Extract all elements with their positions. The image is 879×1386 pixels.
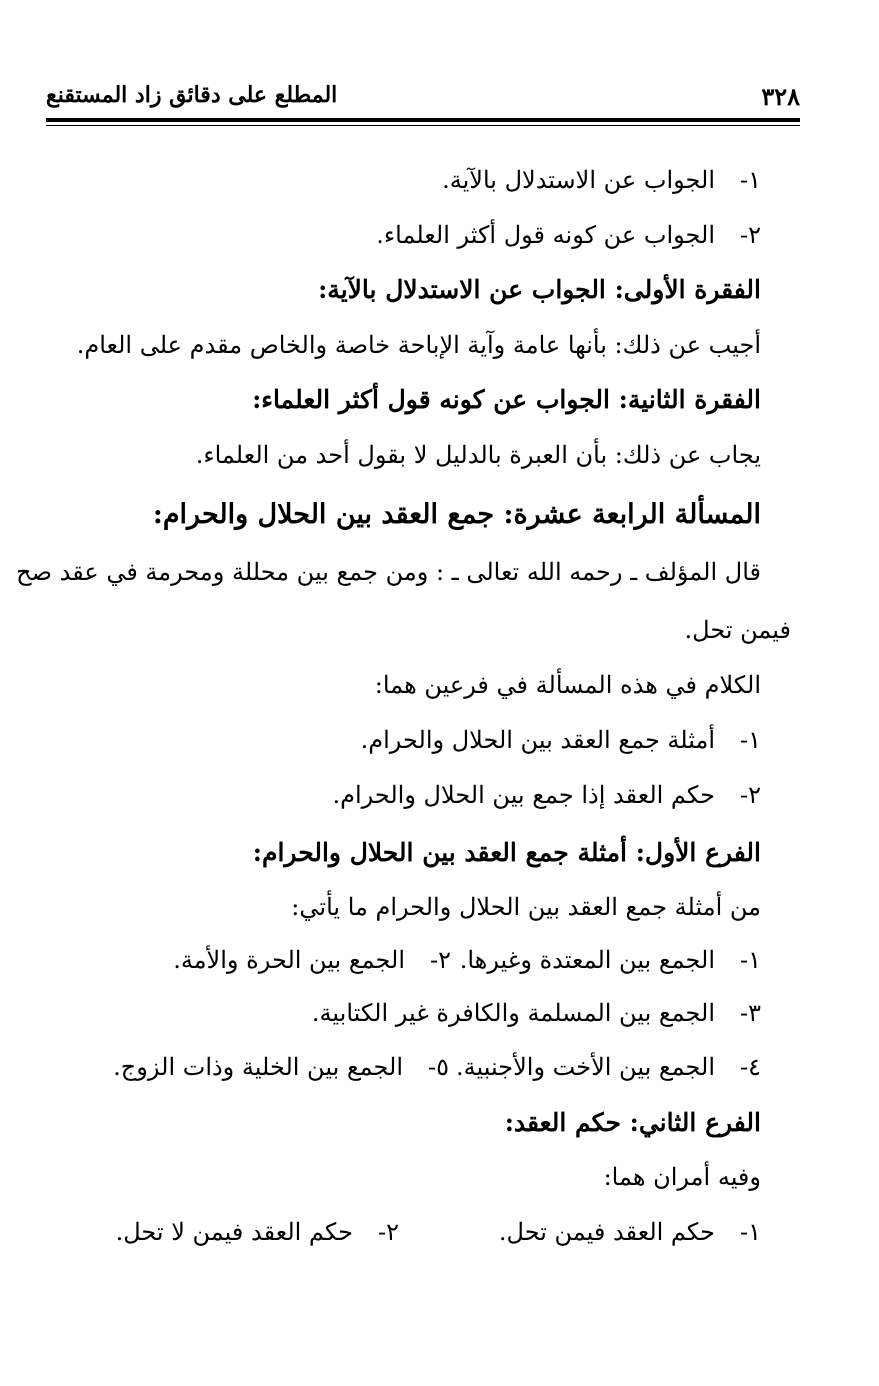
list-number: ١-: [740, 726, 761, 754]
header-rule-thin: [46, 125, 800, 126]
list-item: [312, 998, 761, 1028]
list-item: [173, 945, 451, 975]
section-heading: الفقرة الأولى: الجواب عن الاستدلال بالآية:: [318, 275, 761, 304]
paragraph-continuation: فيمن تحل.: [684, 616, 791, 644]
list-text: الجواب عن الاستدلال بالآية.: [442, 166, 715, 194]
paragraph: وفيه أمران هما:: [603, 1163, 761, 1191]
list-text: الجمع بين الأخت والأجنبية.: [456, 1053, 715, 1081]
list-number: ٤-: [740, 1053, 761, 1081]
section-heading: الفقرة الثانية: الجواب عن كونه قول أكثر العلماء:: [252, 385, 761, 414]
list-number: ١-: [740, 946, 761, 974]
list-item: [460, 945, 761, 975]
list-item: [116, 1217, 399, 1247]
issue-heading: المسألة الرابعة عشرة: جمع العقد بين الحلال والحرام:: [152, 499, 761, 530]
list-text: الجمع بين الحرة والأمة.: [173, 946, 405, 974]
list-item: [499, 1217, 761, 1247]
list-text: أمثلة جمع العقد بين الحلال والحرام.: [360, 726, 715, 754]
list-number: ١-: [740, 166, 761, 194]
list-number: ٢-: [740, 781, 761, 809]
page-number: ٣٢٨: [761, 82, 800, 111]
list-number: ١-: [740, 1218, 761, 1246]
list-text: الجمع بين المعتدة وغيرها.: [459, 946, 715, 974]
branch-heading: الفرع الأول: أمثلة جمع العقد بين الحلال والحرام:: [252, 838, 761, 867]
paragraph: أجيب عن ذلك: بأنها عامة وآية الإباحة خاصة والخاص مقدم على العام.: [76, 331, 761, 359]
paragraph: الكلام في هذه المسألة في فرعين هما:: [374, 671, 761, 699]
list-text: الجمع بين المسلمة والكافرة غير الكتابية.: [311, 999, 715, 1027]
running-header: [46, 82, 800, 116]
list-text: حكم العقد فيمن لا تحل.: [115, 1218, 353, 1246]
list-item: [442, 165, 761, 195]
list-item: [113, 1052, 449, 1082]
list-number: ٣-: [740, 999, 761, 1027]
list-text: الجواب عن كونه قول أكثر العلماء.: [376, 221, 715, 249]
list-item: [361, 725, 761, 755]
list-item: [376, 220, 761, 250]
list-number: ٢-: [378, 1218, 399, 1246]
list-number: ٢-: [740, 221, 761, 249]
paragraph: قال المؤلف ـ رحمه الله تعالى ـ : ومن جمع بين محللة ومحرمة في عقد صح: [16, 558, 761, 586]
list-item: [456, 1052, 761, 1082]
header-rule-thick: [46, 118, 800, 122]
list-number: ٥-: [428, 1053, 449, 1081]
list-text: حكم العقد إذا جمع بين الحلال والحرام.: [332, 781, 715, 809]
list-number: ٢-: [430, 946, 451, 974]
branch-heading: الفرع الثاني: حكم العقد:: [504, 1108, 761, 1137]
paragraph: يجاب عن ذلك: بأن العبرة بالدليل لا بقول أحد من العلماء.: [195, 441, 761, 469]
list-text: الجمع بين الخلية وذات الزوج.: [113, 1053, 403, 1081]
list-item: [332, 780, 761, 810]
book-title: المطلع على دقائق زاد المستقنع: [46, 82, 338, 108]
paragraph: من أمثلة جمع العقد بين الحلال والحرام ما يأتي:: [291, 893, 761, 921]
list-text: حكم العقد فيمن تحل.: [498, 1218, 715, 1246]
